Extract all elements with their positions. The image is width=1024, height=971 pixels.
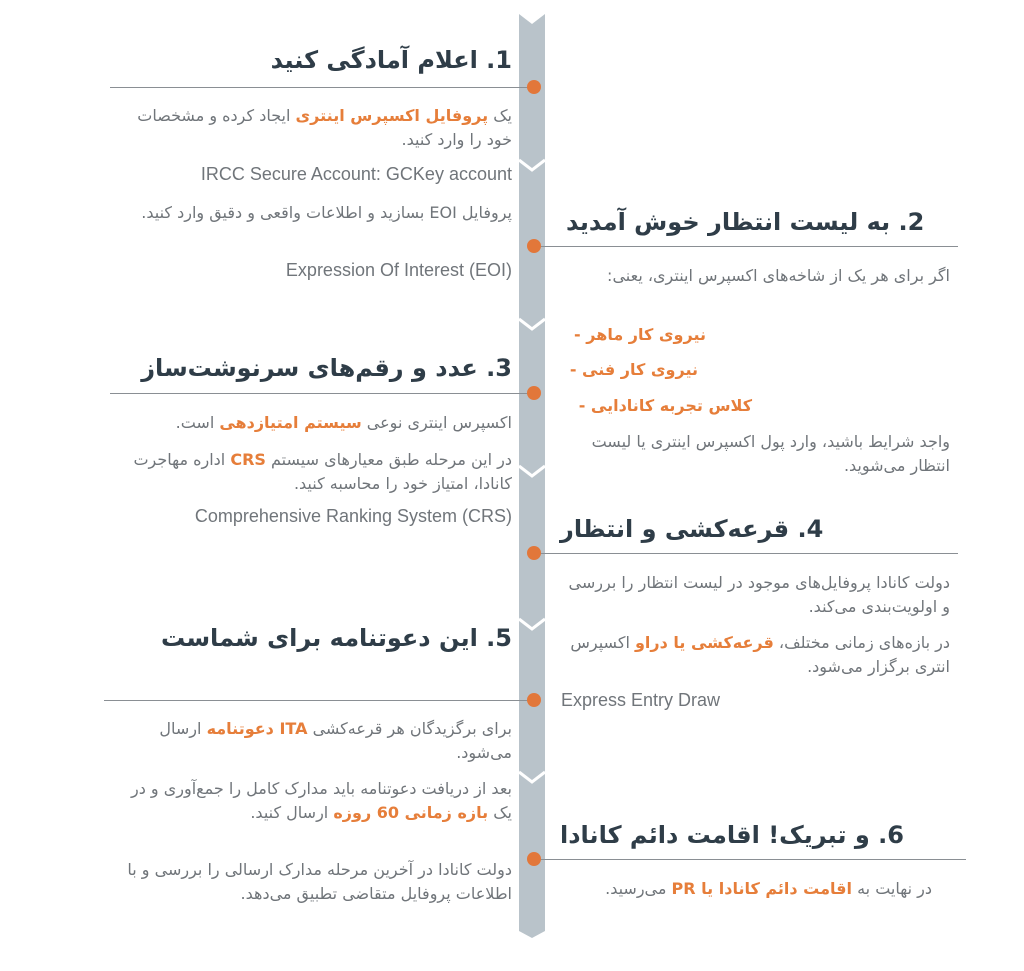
step5-rule: [104, 700, 534, 701]
step4-paragraph-1: دولت کانادا پروفایل‌های موجود در لیست انتظار را بررسی و اولویت‌بندی می‌کند.: [568, 573, 950, 616]
step3-title: 3. عدد و رقم‌های سرنوشت‌ساز: [141, 354, 512, 382]
step4-paragraph-2: در بازه‌های زمانی مختلف، قرعه‌کشی یا دراو اکسپرس انتری برگزار می‌شود.: [570, 633, 950, 676]
step6-title: 6. و تبریک! اقامت دائم کانادا: [560, 821, 904, 849]
step1-title: 1. اعلام آمادگی کنید: [270, 46, 512, 74]
highlight: بازه زمانی 60 روزه: [333, 803, 489, 822]
step2-title: 2. به لیست انتظار خوش آمدید: [566, 208, 925, 236]
step1-rule: [110, 87, 534, 88]
highlight: سیستم امتیازدهی: [219, 413, 362, 432]
step5-dot: [527, 693, 541, 707]
step1-english-2: Expression Of Interest (EOI): [285, 260, 512, 280]
highlight: پروفایل اکسپرس اینتری: [295, 106, 489, 125]
highlight: CRS: [230, 450, 266, 469]
step3-paragraph-1: اکسپرس اینتری نوعی سیستم امتیازدهی است.: [175, 413, 512, 432]
step5-paragraph-1: برای برگزیدگان هر قرعه‌کشی ITA دعوتنامه ارسال می‌شود.: [159, 719, 512, 762]
step2-list-item-2: نیروی کار فنی -: [569, 360, 698, 379]
step1-english-1: IRCC Secure Account: GCKey account: [200, 164, 512, 184]
step2-dot: [527, 239, 541, 253]
step3-paragraph-2: در این مرحله طبق معیارهای سیستم CRS اداره مهاجرت کانادا، امتیاز خود را محاسبه کنید.: [133, 450, 512, 493]
step6-rule: [530, 859, 966, 860]
step6-paragraph-1: در نهایت به اقامت دائم کانادا یا PR می‌رسید.: [605, 879, 932, 898]
step4-dot: [527, 546, 541, 560]
step4-title: 4. قرعه‌کشی و انتظار: [560, 515, 824, 543]
highlight: قرعه‌کشی یا دراو: [634, 633, 774, 652]
step2-rule: [530, 246, 958, 247]
step3-dot: [527, 386, 541, 400]
highlight: اقامت دائم کانادا یا PR: [671, 879, 852, 898]
step5-paragraph-2: بعد از دریافت دعوتنامه باید مدارک کامل را جمع‌آوری و در یک بازه زمانی 60 روزه ارسال کنید.: [130, 779, 512, 822]
timeline-spine: [515, 14, 549, 938]
step3-english: Comprehensive Ranking System (CRS): [194, 506, 512, 526]
step1-paragraph-1: یک پروفایل اکسپرس اینتری ایجاد کرده و مشخصات خود را وارد کنید.: [137, 106, 512, 149]
step5-title: 5. این دعوتنامه برای شماست: [161, 624, 512, 652]
step6-dot: [527, 852, 541, 866]
step2-list-item-3: کلاس تجربه کانادایی -: [578, 396, 752, 415]
step5-paragraph-3: دولت کانادا در آخرین مرحله مدارک ارسالی را بررسی و با اطلاعات پروفایل متقاضی تطبیق می‌دهد.: [127, 860, 512, 903]
step1-dot: [527, 80, 541, 94]
step3-rule: [110, 393, 534, 394]
step1-paragraph-2: پروفایل EOI بسازید و اطلاعات واقعی و دقیق وارد کنید.: [141, 203, 512, 222]
step4-english: Express Entry Draw: [561, 690, 721, 710]
step4-rule: [530, 553, 958, 554]
step2-paragraph-1: اگر برای هر یک از شاخه‌های اکسپرس اینتری، یعنی:: [607, 266, 950, 285]
step2-list-item-1: نیروی کار ماهر -: [574, 325, 706, 344]
highlight: ITA دعوتنامه: [206, 719, 308, 738]
step2-paragraph-2: واجد شرایط باشید، وارد پول اکسپرس اینتری یا لیست انتظار می‌شوید.: [591, 432, 950, 475]
